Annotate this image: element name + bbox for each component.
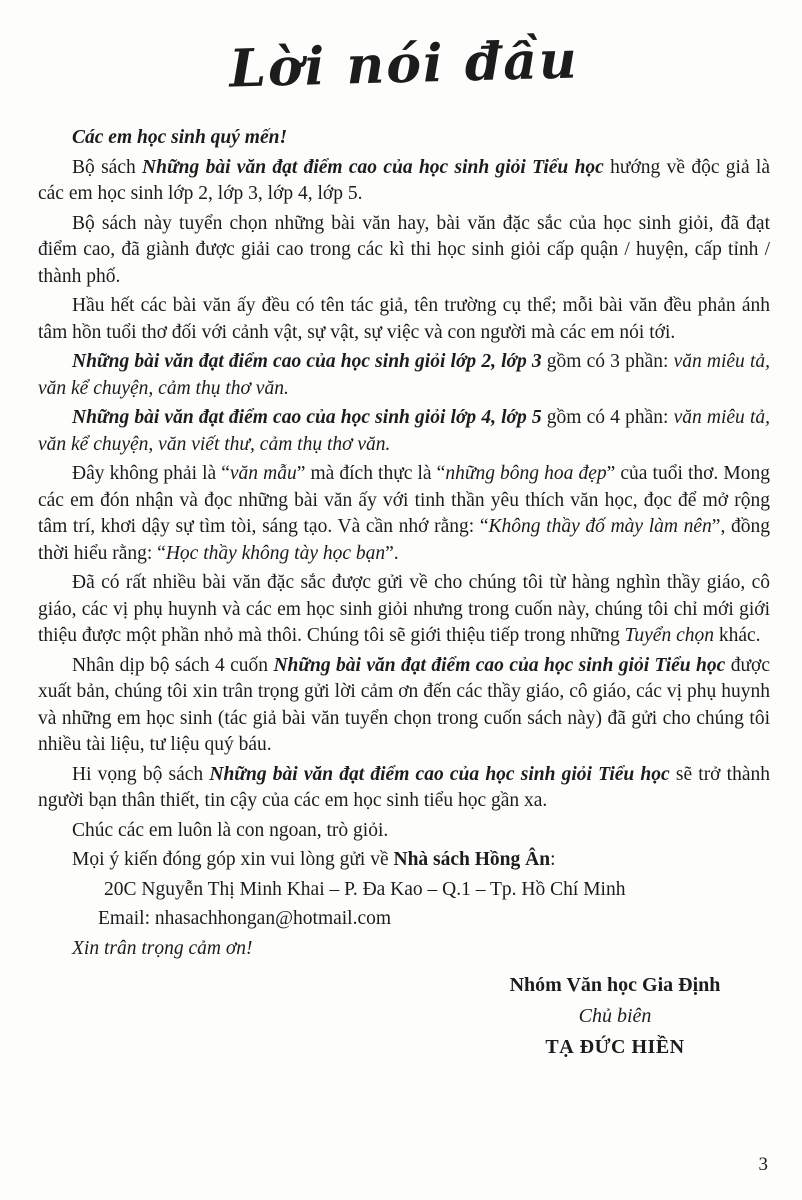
- text-run: được xuất bản, chúng tôi xin trân trọng gửi lời cảm ơn đến các thầy giáo, cô giáo, các vị phụ huynh và những em học sinh (tác giả bài văn tuyển chọn trong cuốn sách này) đã gửi cho chúng tôi nhiều tài liệu, tư liệu quý báu.: [38, 654, 770, 755]
- text-run: gồm có 4 phần:: [541, 407, 674, 428]
- text-run: Đây không phải là “: [72, 463, 230, 484]
- text-run: khác.: [713, 625, 761, 646]
- text-run: ” của tuổi thơ. Mong các em đón nhận và đọc những bài văn ấy với tinh thần yêu thích văn học, đọc để mở rộng tâm trí, khơi dậy sự tìm tòi, sáng tạo. Và cần nhớ rằng: “: [38, 463, 770, 537]
- paragraph: [38, 461, 770, 567]
- text-run: Chúc các em luôn là con ngoan, trò giỏi.: [72, 819, 389, 841]
- text-run: Nhân dịp bộ sách 4 cuốn: [72, 654, 274, 676]
- text-run: Những bài văn đạt điểm cao của học sinh giỏi lớp 4, lớp 5: [72, 407, 542, 428]
- text-run: văn miêu tả, văn kể chuyện, cảm thụ thơ văn.: [38, 351, 770, 399]
- text-run: ”.: [385, 542, 399, 564]
- signature-name: TẠ ĐỨC HIỀN: [545, 1036, 685, 1058]
- paragraph: [38, 818, 770, 845]
- page-number: 3: [758, 1154, 768, 1175]
- text-run: những bông hoa đẹp: [445, 463, 607, 484]
- text-run: Nhà sách Hồng Ân: [393, 849, 551, 870]
- paragraph: [38, 653, 770, 759]
- text-run: Bộ sách: [72, 156, 143, 178]
- signature-role: Chủ biên: [578, 1005, 652, 1027]
- text-run: ” mà đích thực là “: [296, 463, 446, 484]
- text-run: Những bài văn đạt điểm cao của học sinh giỏi Tiểu học: [273, 654, 726, 676]
- text-run: hướng về độc giả là các em học sinh lớp 2, lớp 3, lớp 4, lớp 5.: [38, 156, 771, 204]
- text-run: Hi vọng bộ sách: [72, 763, 210, 785]
- text-run: Xin trân trọng cảm ơn!: [72, 937, 253, 959]
- text-run: Hầu hết các bài văn ấy đều có tên tác giả, tên trường cụ thể; mỗi bài văn đều phản ánh tâm hồn tuổi thơ đối với cảnh vật, sự vật, sự việc và con người mà các em nói tới.: [38, 295, 770, 343]
- text-run: Không thầy đố mày làm nên: [488, 516, 712, 537]
- text-run: Mọi ý kiến đóng góp xin vui lòng gửi về: [72, 849, 394, 870]
- paragraph: [38, 762, 770, 815]
- paragraph: [38, 349, 770, 402]
- text-run: Tuyển chọn: [624, 625, 714, 646]
- text-run: :: [550, 849, 556, 870]
- paragraph: [38, 293, 770, 346]
- paragraph: [38, 211, 770, 291]
- paragraph: [38, 570, 770, 650]
- text-run: Học thầy không tày học bạn: [165, 542, 386, 564]
- body-paragraphs: [38, 125, 770, 962]
- text-run: Đã có rất nhiều bài văn đặc sắc được gửi về cho chúng tôi từ hàng nghìn thầy giáo, cô giáo, các vị phụ huynh và các em học sinh giỏi nhưng trong cuốn này, chúng tôi chỉ mới giới thiệu được một phần nhỏ mà thôi. Chúng tôi sẽ giới thiệu tiếp trong những: [38, 572, 770, 646]
- text-run: sẽ trở thành người bạn thân thiết, tin cậy của các em học sinh tiểu học gần xa.: [38, 763, 770, 811]
- paragraph: [38, 936, 770, 963]
- paragraph: [104, 877, 770, 904]
- paragraph: [98, 906, 770, 933]
- text-run: văn miêu tả, văn kể chuyện, văn viết thư, cảm thụ thơ văn.: [38, 407, 770, 455]
- text-run: Những bài văn đạt điểm cao của học sinh giỏi lớp 2, lớp 3: [72, 351, 542, 372]
- text-run: văn mẫu: [229, 463, 297, 484]
- text-run: Các em học sinh quý mến!: [72, 127, 288, 148]
- text-run: gồm có 3 phần:: [541, 351, 674, 372]
- signature-block: [480, 970, 750, 1063]
- text-run: Bộ sách này tuyển chọn những bài văn hay, bài văn đặc sắc của học sinh giỏi, đã đạt điểm cao, đã giành được giải cao trong các kì thi học sinh giỏi cấp quận / huyện, cấp tỉnh / thành phố.: [38, 212, 770, 287]
- page-title: Lời nói đầu: [228, 29, 580, 100]
- text-run: 20C Nguyễn Thị Minh Khai – P. Đa Kao – Q.1 – Tp. Hồ Chí Minh: [104, 878, 626, 900]
- paragraph: [38, 125, 770, 152]
- paragraph: [38, 847, 770, 874]
- text-run: Email: nhasachhongan@hotmail.com: [98, 908, 392, 929]
- text-run: ”, đồng thời hiểu rằng: “: [38, 516, 770, 564]
- paragraph: [38, 155, 770, 208]
- text-run: Những bài văn đạt điểm cao của học sinh giỏi Tiểu học: [209, 763, 670, 785]
- paragraph: [38, 405, 770, 458]
- text-run: Những bài văn đạt điểm cao của học sinh giỏi Tiểu học: [142, 156, 604, 178]
- signature-group: Nhóm Văn học Gia Định: [509, 974, 721, 996]
